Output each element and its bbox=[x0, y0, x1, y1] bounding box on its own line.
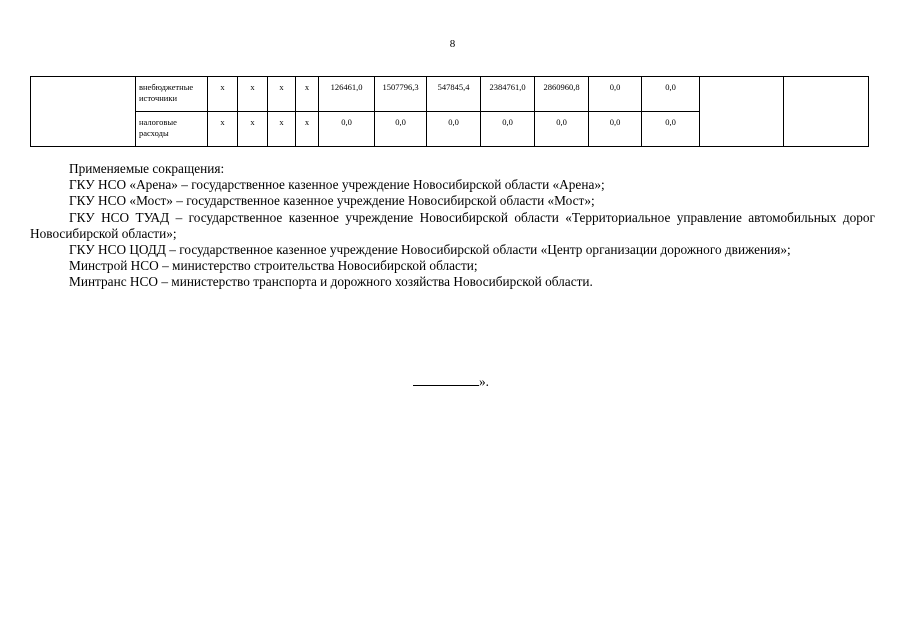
table-cell: x bbox=[268, 112, 296, 147]
abbreviation-item: ГКУ НСО «Арена» – государственное казенное учреждение Новосибирской области «Арена»; bbox=[69, 177, 605, 193]
abbreviations-heading: Применяемые сокращения: bbox=[69, 161, 225, 176]
table-cell: 0,0 bbox=[375, 112, 427, 147]
abbreviation-item: ГКУ НСО ЦОДД – государственное казенное учреждение Новосибирской области «Центр организации дорожного движения»; bbox=[69, 242, 791, 258]
table-cell-empty bbox=[31, 77, 136, 147]
abbreviation-item: ГКУ НСО «Мост» – государственное казенное учреждение Новосибирской области «Мост»; bbox=[69, 193, 595, 209]
table-cell: 0,0 bbox=[642, 112, 700, 147]
table-cell: 0,0 bbox=[535, 112, 589, 147]
table-cell: 547845,4 bbox=[427, 77, 481, 112]
closing-mark bbox=[413, 373, 489, 390]
table-cell: 126461,0 bbox=[319, 77, 375, 112]
table-cell: x bbox=[208, 112, 238, 147]
table-cell: 0,0 bbox=[319, 112, 375, 147]
row-label: налоговые расходы bbox=[136, 112, 208, 147]
table-cell: 2860960,8 bbox=[535, 77, 589, 112]
table-cell: x bbox=[296, 112, 319, 147]
abbreviation-item: Минстрой НСО – министерство строительства Новосибирской области; bbox=[69, 258, 478, 274]
table-cell: x bbox=[268, 77, 296, 112]
table-cell: x bbox=[238, 77, 268, 112]
table-cell: 0,0 bbox=[589, 77, 642, 112]
closing-underline bbox=[413, 373, 479, 386]
table-cell: 2384761,0 bbox=[481, 77, 535, 112]
table-row bbox=[31, 77, 869, 112]
table-cell: x bbox=[296, 77, 319, 112]
table-cell: x bbox=[238, 112, 268, 147]
table-cell: x bbox=[208, 77, 238, 112]
budget-table bbox=[30, 76, 869, 147]
table-cell: 1507796,3 bbox=[375, 77, 427, 112]
page-number: 8 bbox=[449, 38, 456, 50]
closing-suffix: ». bbox=[479, 374, 489, 389]
abbreviations-section bbox=[30, 161, 875, 291]
table-cell: 0,0 bbox=[427, 112, 481, 147]
abbreviation-item: ГКУ НСО ТУАД – государственное казенное учреждение Новосибирской области «Территориальное управление автомобильных дорог Новосибирской области»; bbox=[30, 209, 875, 241]
table-cell: 0,0 bbox=[481, 112, 535, 147]
table-cell: 0,0 bbox=[642, 77, 700, 112]
table-cell-empty bbox=[784, 77, 869, 147]
row-label: внебюджетные источники bbox=[136, 77, 208, 112]
abbreviation-item: Минтранс НСО – министерство транспорта и дорожного хозяйства Новосибирской области. bbox=[69, 274, 593, 290]
table-cell: 0,0 bbox=[589, 112, 642, 147]
table-cell-empty bbox=[700, 77, 784, 147]
